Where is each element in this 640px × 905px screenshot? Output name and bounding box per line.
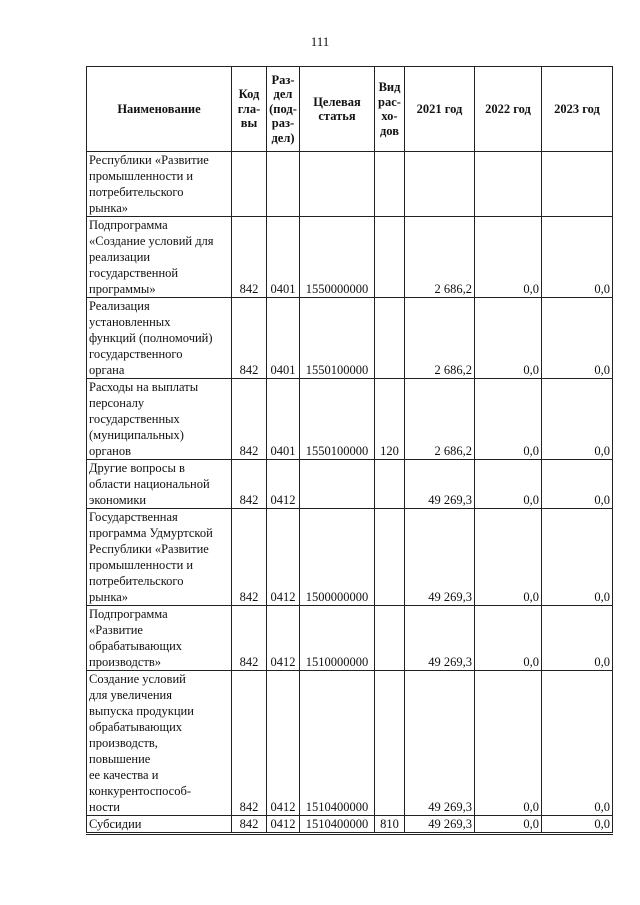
row-chapter-code: 842 — [232, 379, 267, 460]
row-target-article: 1510400000 — [300, 671, 375, 816]
row-target-article: 1510000000 — [300, 606, 375, 671]
table-body — [87, 152, 613, 834]
row-year-2021: 49 269,3 — [405, 509, 475, 606]
row-year-2021: 2 686,2 — [405, 217, 475, 298]
row-year-2021: 49 269,3 — [405, 460, 475, 509]
page-number: 111 — [310, 34, 330, 49]
row-section: 0412 — [267, 671, 300, 816]
row-target-article — [300, 152, 375, 217]
row-year-2022: 0,0 — [475, 460, 542, 509]
row-name: Подпрограмма «Создание условий для реализации государственной программы» — [87, 217, 232, 298]
row-year-2023: 0,0 — [542, 217, 613, 298]
row-year-2022: 0,0 — [475, 671, 542, 816]
table-row — [87, 217, 613, 298]
row-name: Республики «Развитие промышленности и потребительского рынка» — [87, 152, 232, 217]
header-name: Наименование — [87, 67, 232, 152]
row-expense-type — [375, 671, 405, 816]
header-section: Раз- дел (под- раз- дел) — [267, 67, 300, 152]
row-expense-type — [375, 460, 405, 509]
row-section: 0401 — [267, 379, 300, 460]
row-year-2023: 0,0 — [542, 816, 613, 834]
header-year-2023: 2023 год — [542, 67, 613, 152]
table-row — [87, 816, 613, 834]
row-chapter-code: 842 — [232, 217, 267, 298]
row-section: 0401 — [267, 217, 300, 298]
row-year-2023: 0,0 — [542, 460, 613, 509]
row-name: Создание условий для увеличения выпуска продукции обрабатывающих производств, повышение ее качества и конкурентоспособ- ности — [87, 671, 232, 816]
row-target-article: 1550000000 — [300, 217, 375, 298]
row-chapter-code: 842 — [232, 671, 267, 816]
row-year-2021: 2 686,2 — [405, 379, 475, 460]
row-year-2021 — [405, 152, 475, 217]
row-chapter-code: 842 — [232, 606, 267, 671]
row-chapter-code — [232, 152, 267, 217]
row-name: Субсидии — [87, 816, 232, 834]
table-row — [87, 509, 613, 606]
row-target-article: 1550100000 — [300, 298, 375, 379]
table-row — [87, 152, 613, 217]
row-year-2022: 0,0 — [475, 816, 542, 834]
row-year-2023: 0,0 — [542, 509, 613, 606]
row-expense-type — [375, 298, 405, 379]
row-chapter-code: 842 — [232, 816, 267, 834]
header-year-2021: 2021 год — [405, 67, 475, 152]
row-expense-type — [375, 606, 405, 671]
row-target-article: 1510400000 — [300, 816, 375, 834]
row-section: 0412 — [267, 460, 300, 509]
row-section: 0412 — [267, 509, 300, 606]
row-name: Расходы на выплаты персоналу государственных (муниципальных) органов — [87, 379, 232, 460]
header-expense-type: Вид рас- хо- дов — [375, 67, 405, 152]
row-year-2022: 0,0 — [475, 217, 542, 298]
row-year-2021: 49 269,3 — [405, 816, 475, 834]
table-row — [87, 671, 613, 816]
row-year-2022: 0,0 — [475, 606, 542, 671]
row-year-2022: 0,0 — [475, 509, 542, 606]
row-year-2023: 0,0 — [542, 606, 613, 671]
row-expense-type: 810 — [375, 816, 405, 834]
row-name: Государственная программа Удмуртской Республики «Развитие промышленности и потребительского рынка» — [87, 509, 232, 606]
row-chapter-code: 842 — [232, 298, 267, 379]
row-name: Реализация установленных функций (полномочий) государственного органа — [87, 298, 232, 379]
table-row — [87, 379, 613, 460]
row-expense-type — [375, 217, 405, 298]
row-chapter-code: 842 — [232, 509, 267, 606]
row-year-2022 — [475, 152, 542, 217]
row-target-article: 1500000000 — [300, 509, 375, 606]
table-row — [87, 460, 613, 509]
budget-table — [86, 66, 613, 835]
row-chapter-code: 842 — [232, 460, 267, 509]
row-year-2021: 2 686,2 — [405, 298, 475, 379]
header-year-2022: 2022 год — [475, 67, 542, 152]
row-year-2023 — [542, 152, 613, 217]
row-year-2022: 0,0 — [475, 379, 542, 460]
header-target-article: Целевая статья — [300, 67, 375, 152]
row-name: Подпрограмма «Развитие обрабатывающих производств» — [87, 606, 232, 671]
row-section: 0412 — [267, 606, 300, 671]
row-target-article: 1550100000 — [300, 379, 375, 460]
table-header-row — [87, 67, 613, 152]
table-row — [87, 606, 613, 671]
row-year-2021: 49 269,3 — [405, 606, 475, 671]
row-year-2021: 49 269,3 — [405, 671, 475, 816]
row-expense-type — [375, 509, 405, 606]
row-year-2022: 0,0 — [475, 298, 542, 379]
header-chapter-code: Код гла- вы — [232, 67, 267, 152]
table-row — [87, 298, 613, 379]
row-section: 0401 — [267, 298, 300, 379]
row-target-article — [300, 460, 375, 509]
row-year-2023: 0,0 — [542, 379, 613, 460]
row-section — [267, 152, 300, 217]
row-year-2023: 0,0 — [542, 671, 613, 816]
row-year-2023: 0,0 — [542, 298, 613, 379]
row-expense-type — [375, 152, 405, 217]
row-section: 0412 — [267, 816, 300, 834]
row-expense-type: 120 — [375, 379, 405, 460]
row-name: Другие вопросы в области национальной экономики — [87, 460, 232, 509]
